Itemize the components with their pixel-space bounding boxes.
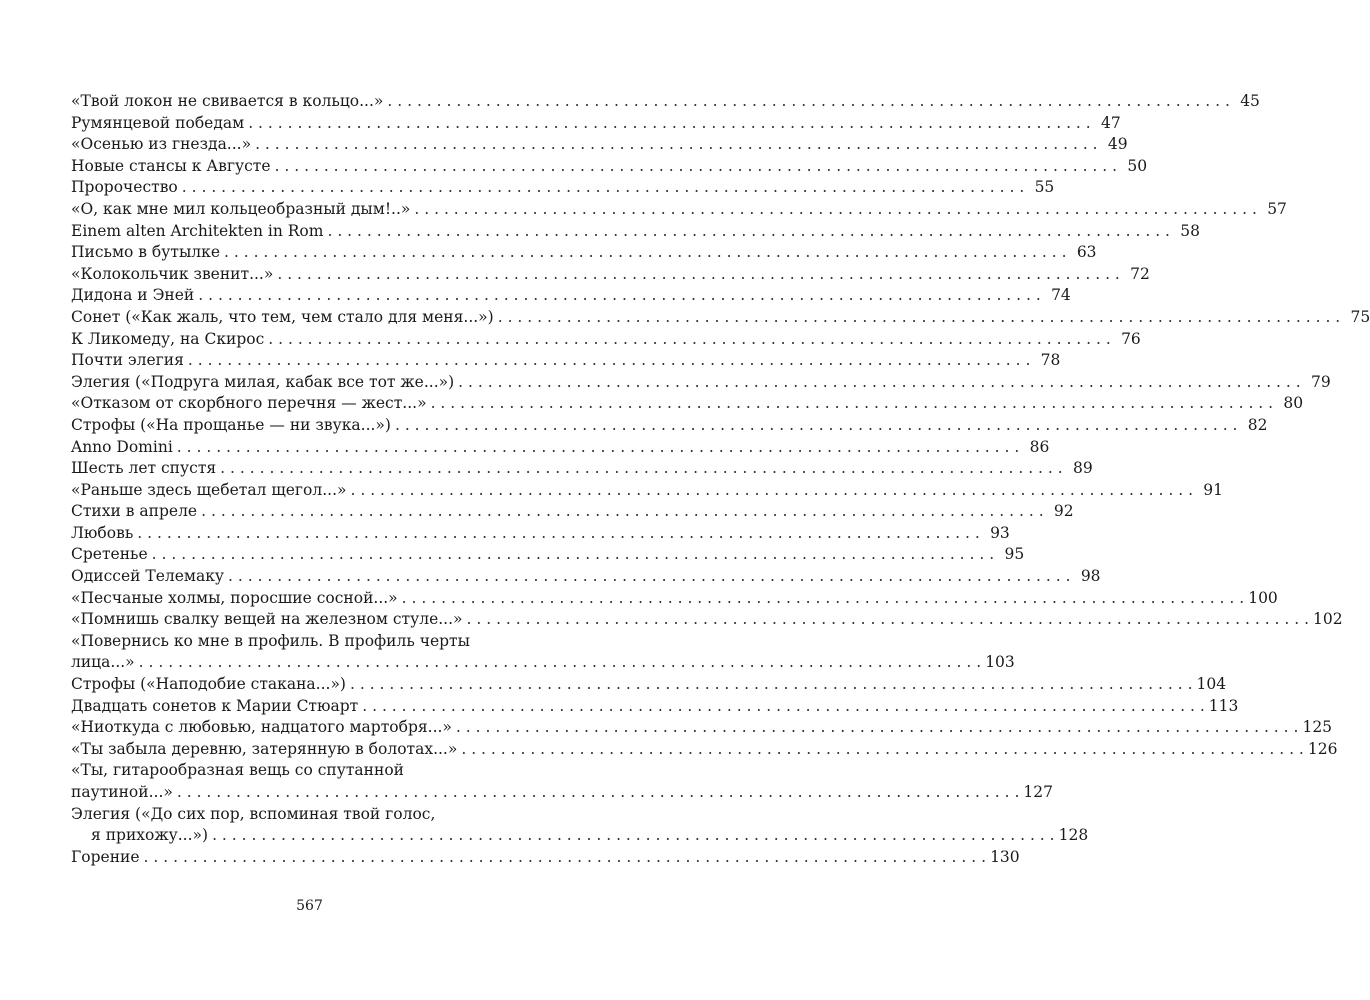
dot-leader <box>402 588 1245 610</box>
dot-leader <box>152 544 995 566</box>
toc-title: Сонет («Как жаль, что тем, чем стало для меня...») <box>71 307 494 326</box>
toc-page-number: 82 <box>1247 415 1268 434</box>
dot-leader <box>182 177 1025 199</box>
toc-page-number: 126 <box>1307 739 1338 758</box>
toc-page-number: 100 <box>1248 588 1278 607</box>
toc-title: Сретенье <box>71 545 148 564</box>
dot-leader <box>137 523 980 545</box>
toc-title: «Отказом от скорбного перечня — жест...» <box>71 394 427 413</box>
toc-page-number: 63 <box>1076 243 1097 262</box>
toc-entry <box>71 501 1074 523</box>
dot-leader <box>362 696 1205 718</box>
dot-leader <box>275 156 1118 178</box>
toc-page-number: 98 <box>1080 567 1101 586</box>
dot-leader <box>327 221 1170 243</box>
toc-entry <box>71 696 1239 718</box>
toc-title: Anno Domini <box>71 437 173 456</box>
toc-entry <box>71 588 1278 610</box>
dot-leader <box>228 566 1071 588</box>
toc-title: Einem alten Architekten in Rom <box>71 221 324 240</box>
toc-entry-wrapped <box>71 631 1015 674</box>
toc-entry <box>71 113 1121 135</box>
toc-title: «Осенью из гнезда...» <box>71 135 252 154</box>
toc-title: Элегия («Подруга милая, кабак все тот же...») <box>71 372 455 391</box>
dot-leader <box>395 415 1238 437</box>
dot-leader <box>248 113 1091 135</box>
toc-entry <box>71 329 1141 351</box>
toc-entry <box>71 91 1260 113</box>
dot-leader <box>177 437 1020 459</box>
toc-entry <box>71 285 1071 307</box>
dot-leader <box>456 717 1299 739</box>
toc-title: «Помнишь свалку вещей на железном стуле...» <box>71 610 463 629</box>
dot-leader <box>198 285 1041 307</box>
toc-page-number: 127 <box>1023 783 1053 801</box>
toc-entry <box>71 415 1268 437</box>
toc-title-first-line: «Повернись ко мне в профиль. В профиль черты <box>71 631 470 650</box>
dot-leader <box>201 501 1044 523</box>
dot-leader <box>268 329 1111 351</box>
dot-leader <box>139 652 982 674</box>
table-of-contents <box>71 91 1370 868</box>
toc-entry <box>71 156 1148 178</box>
toc-title: «О, как мне мил кольцеобразный дым!..» <box>71 199 411 218</box>
toc-title: Двадцать сонетов к Марии Стюарт <box>71 696 359 715</box>
toc-page-number: 104 <box>1196 675 1227 694</box>
toc-page-number: 103 <box>985 653 1015 672</box>
toc-title-continuation: паутиной...» <box>71 783 173 801</box>
dot-leader <box>461 739 1304 761</box>
toc-entry <box>71 717 1333 739</box>
toc-title-first-line: «Ты, гитарообразная вещь со спутанной <box>71 761 404 780</box>
toc-entry <box>71 393 1304 415</box>
dot-leader <box>212 825 1055 847</box>
toc-page-number: 75 <box>1350 307 1370 326</box>
toc-title: Строфы («Наподобие стакана...») <box>71 675 346 694</box>
toc-page-number: 78 <box>1040 351 1061 370</box>
toc-entry-wrapped <box>71 760 1053 803</box>
toc-entry <box>71 264 1150 286</box>
toc-title: Стихи в апреле <box>71 502 198 521</box>
toc-page-number: 80 <box>1283 394 1304 413</box>
dot-leader <box>458 372 1301 394</box>
toc-title: «Твой локон не свивается в кольцо...» <box>71 92 384 110</box>
toc-page-number: 92 <box>1053 502 1074 521</box>
toc-page-number: 125 <box>1302 718 1333 737</box>
dot-leader <box>350 480 1193 502</box>
toc-title: «Раньше здесь щебетал щегол...» <box>71 480 347 499</box>
toc-entry <box>71 544 1025 566</box>
toc-entry <box>71 480 1224 502</box>
toc-page-number: 113 <box>1208 696 1239 715</box>
toc-page-number: 128 <box>1058 826 1089 845</box>
toc-title: К Ликомеду, на Скирос <box>71 329 265 348</box>
toc-title: Шесть лет спустя <box>71 459 217 478</box>
toc-page-number: 76 <box>1121 329 1141 348</box>
toc-title: Дидона и Эней <box>71 286 195 305</box>
toc-entry <box>71 221 1200 243</box>
toc-entry <box>71 307 1370 329</box>
toc-page-number: 74 <box>1051 286 1071 305</box>
toc-page-number: 45 <box>1240 92 1260 110</box>
toc-entry <box>71 609 1343 631</box>
toc-page-number: 102 <box>1313 610 1343 629</box>
dot-leader <box>177 782 1020 804</box>
toc-entry <box>71 674 1227 696</box>
dot-leader <box>277 264 1120 286</box>
toc-page-number: 91 <box>1203 480 1224 499</box>
toc-page-number: 79 <box>1310 372 1331 391</box>
dot-leader <box>414 199 1257 221</box>
toc-page-number: 130 <box>990 847 1020 866</box>
toc-entry <box>71 242 1097 264</box>
toc-title: Горение <box>71 847 140 866</box>
dot-leader <box>431 393 1274 415</box>
toc-title: Одиссей Телемаку <box>71 567 225 586</box>
dot-leader <box>224 242 1067 264</box>
toc-title: Новые стансы к Августе <box>71 156 271 175</box>
toc-entry <box>71 177 1055 199</box>
page-number-footer: 567 <box>296 898 323 914</box>
toc-page-number: 47 <box>1100 113 1121 132</box>
toc-page-number: 57 <box>1267 199 1287 218</box>
dot-leader <box>255 134 1098 156</box>
toc-title: Письмо в бутылке <box>71 243 221 262</box>
toc-title: «Колокольчик звенит...» <box>71 264 274 283</box>
toc-title: Строфы («На прощанье — ни звука...») <box>71 415 391 434</box>
toc-entry-wrapped <box>71 804 1089 847</box>
toc-page-number: 49 <box>1107 135 1128 154</box>
toc-entry <box>71 437 1050 459</box>
dot-leader <box>144 847 987 869</box>
toc-page-number: 58 <box>1180 221 1200 240</box>
toc-page-number: 86 <box>1029 437 1050 456</box>
dot-leader <box>387 91 1230 113</box>
toc-entry <box>71 458 1093 480</box>
toc-title: «Ты забыла деревню, затерянную в болотах...» <box>71 739 458 758</box>
toc-entry <box>71 372 1331 394</box>
toc-entry <box>71 134 1128 156</box>
toc-page-number: 93 <box>990 523 1010 542</box>
toc-page-number: 95 <box>1004 545 1025 564</box>
toc-page-number: 72 <box>1130 264 1150 283</box>
toc-title-continuation: я прихожу...») <box>91 826 209 845</box>
dot-leader <box>498 307 1341 329</box>
toc-entry <box>71 739 1338 761</box>
toc-page-number: 55 <box>1034 178 1055 197</box>
toc-title: Пророчество <box>71 178 178 197</box>
toc-title-continuation: лица...» <box>71 653 135 672</box>
toc-entry <box>71 350 1061 372</box>
toc-page-number: 50 <box>1127 156 1148 175</box>
toc-entry <box>71 847 1020 869</box>
toc-entry <box>71 199 1287 221</box>
toc-title: Почти элегия <box>71 351 184 370</box>
toc-page-number: 89 <box>1072 459 1093 478</box>
toc-title: «Ниоткуда с любовью, надцатого мартобря...» <box>71 718 452 737</box>
toc-title-first-line: Элегия («До сих пор, вспоминая твой голос, <box>71 804 436 823</box>
toc-entry <box>71 566 1101 588</box>
toc-title: Румянцевой победам <box>71 113 245 132</box>
dot-leader <box>350 674 1193 696</box>
dot-leader <box>188 350 1031 372</box>
toc-title: Любовь <box>71 523 134 542</box>
dot-leader <box>467 609 1310 631</box>
dot-leader <box>220 458 1063 480</box>
toc-entry <box>71 523 1010 545</box>
toc-title: «Песчаные холмы, поросшие сосной...» <box>71 588 398 607</box>
